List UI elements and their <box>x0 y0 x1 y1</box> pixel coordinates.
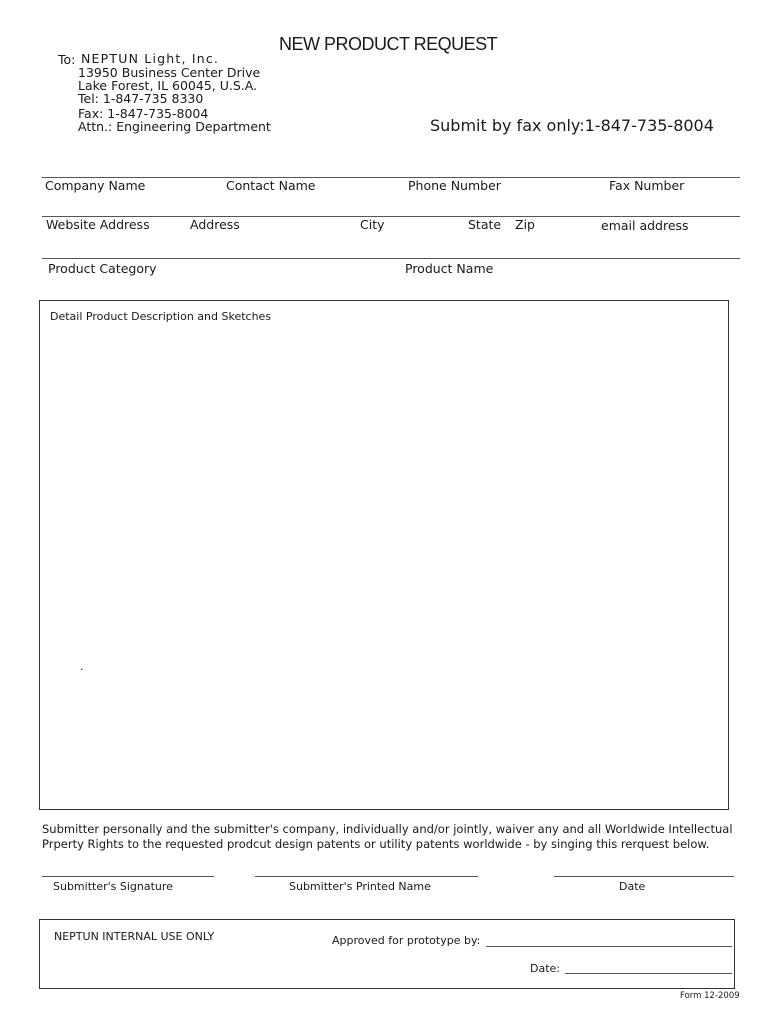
description-label: Detail Product Description and Sketches <box>50 310 272 323</box>
product-category-field[interactable]: Product Category <box>48 261 157 276</box>
internal-date-line <box>565 973 732 974</box>
email-address-field[interactable]: email address <box>601 218 689 233</box>
description-box[interactable] <box>39 300 729 810</box>
address-field[interactable]: Address <box>190 217 240 232</box>
date-field[interactable]: Date <box>619 880 646 893</box>
tel-line: Tel: 1-847-735 8330 <box>78 91 204 106</box>
approved-by-line <box>486 946 732 947</box>
submit-fax-note: Submit by fax only:1-847-735-8004 <box>430 116 714 135</box>
waiver-text <box>42 822 742 852</box>
phone-number-field[interactable]: Phone Number <box>408 178 501 193</box>
attn-line: Attn.: Engineering Department <box>78 119 271 134</box>
approved-by-field[interactable]: Approved for prototype by: <box>332 934 481 947</box>
fax-number-field[interactable]: Fax Number <box>609 178 685 193</box>
form-number: Form 12-2009 <box>680 991 740 1001</box>
divider-line <box>42 258 740 259</box>
date-line <box>554 876 734 877</box>
state-field[interactable]: State <box>468 217 502 232</box>
company-name-field[interactable]: Company Name <box>45 178 146 193</box>
internal-date-field[interactable]: Date: <box>530 962 560 975</box>
website-address-field[interactable]: Website Address <box>46 217 150 232</box>
printed-name-field[interactable]: Submitter's Printed Name <box>289 880 431 893</box>
to-label: To: <box>58 52 76 67</box>
page-title: NEW PRODUCT REQUEST <box>279 34 498 54</box>
printed-name-line <box>255 876 478 877</box>
stray-mark: . <box>80 660 84 673</box>
internal-use-box <box>39 919 735 989</box>
internal-use-label: NEPTUN INTERNAL USE ONLY <box>54 930 215 943</box>
street-line: 13950 Business Center Drive <box>78 65 261 80</box>
product-name-field[interactable]: Product Name <box>405 261 494 276</box>
city-field[interactable]: City <box>360 217 385 232</box>
fax-line: Fax: 1-847-735-8004 <box>78 106 209 121</box>
waiver-line-1: Submitter personally and the submitter's company, individually and/or jointly, waiver any and all Worldwide Intellectual <box>42 822 733 836</box>
signature-field[interactable]: Submitter's Signature <box>53 880 173 893</box>
city-line: Lake Forest, IL 60045, U.S.A. <box>78 78 258 93</box>
zip-field[interactable]: Zip <box>515 217 535 232</box>
contact-name-field[interactable]: Contact Name <box>226 178 316 193</box>
signature-line <box>42 876 214 877</box>
waiver-line-2: Prperty Rights to the requested prodcut design patents or utility patents worldwide - by singing this rerquest below. <box>42 837 710 851</box>
company-name-line: NEPTUN Light, Inc. <box>81 51 220 66</box>
